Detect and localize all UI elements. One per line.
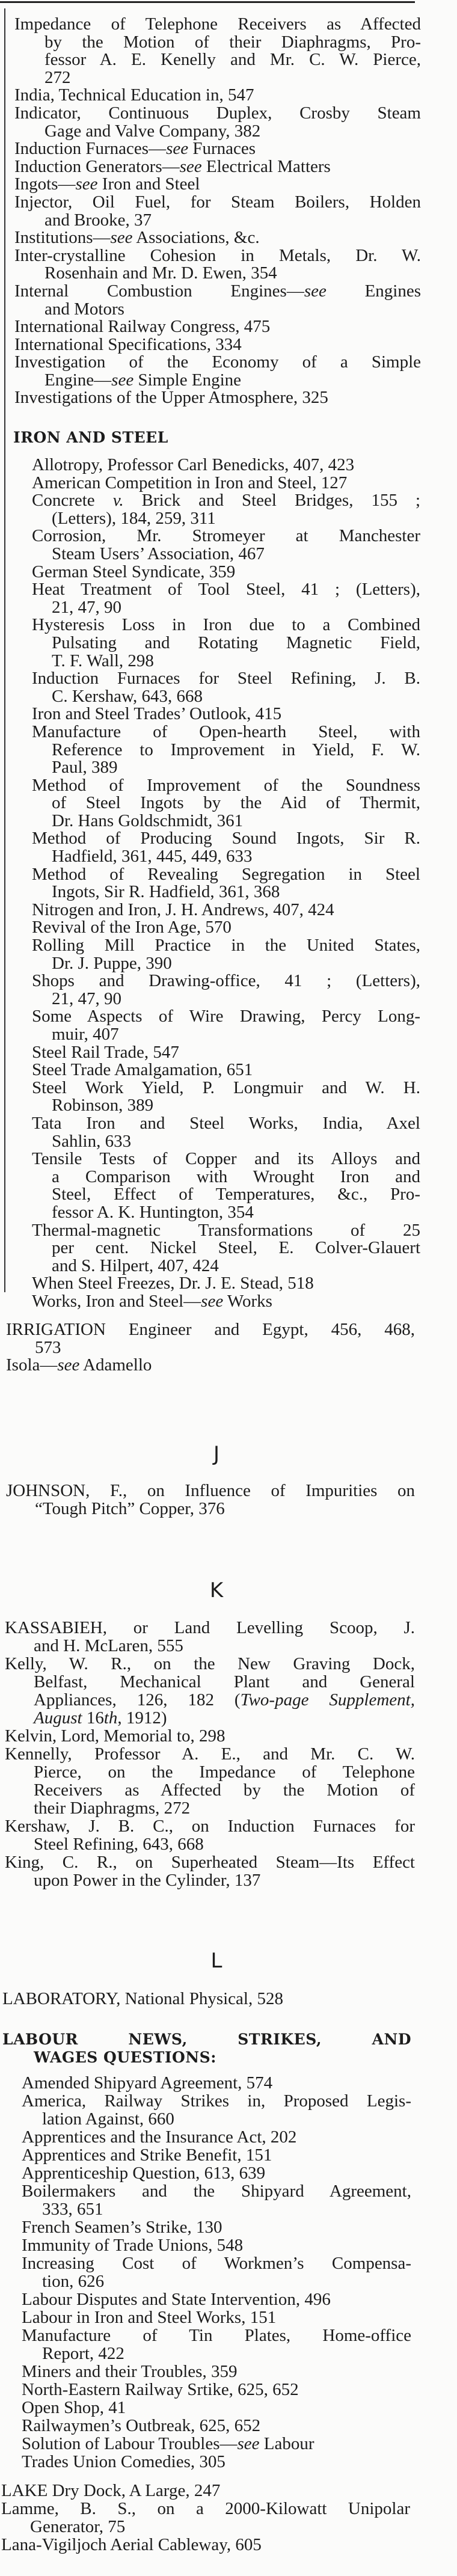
entry-line: Generator, 75: [30, 2517, 126, 2536]
entry-text: Brick and Steel Bridges, 155 ;: [123, 491, 421, 511]
index-entry: [22, 2146, 411, 2164]
entry-line: America, Railway Strikes in, Proposed Legis-: [22, 2091, 411, 2111]
entry-line: LAKE Dry Dock, A Large, 247: [1, 2481, 221, 2500]
entry-line: Tata Iron and Steel Works, India, Axel: [32, 1113, 420, 1133]
index-entry: [22, 2254, 411, 2290]
entry-line: Lamme, B. S., on a 2000-Kilowatt Unipolar: [1, 2499, 410, 2518]
entry-line: and Motors: [44, 299, 124, 319]
index-entry: [14, 105, 421, 140]
entry-text: Labour: [259, 2434, 314, 2453]
index-entry: [32, 901, 420, 919]
section-heading-labour-line2: WAGES QUESTIONS:: [34, 2049, 216, 2066]
entry-line: 272: [44, 67, 71, 87]
index-entry: [22, 2092, 411, 2128]
entry-line: Labour Disputes and State Intervention, 496: [22, 2290, 331, 2309]
entry-line: North-Eastern Railway Srtike, 625, 652: [22, 2380, 299, 2399]
index-entry: [5, 1619, 415, 1655]
index-entry: [32, 492, 420, 527]
index-entry: [6, 1357, 415, 1375]
index-block-k: [5, 1619, 415, 1889]
entry-line: Pierce, on the Impedance of Telephone: [34, 1762, 415, 1782]
letter-heading-k: K: [209, 1578, 224, 1602]
entry-text: Internal Combustion Engines—: [14, 281, 304, 301]
entry-italic-text: see: [179, 156, 202, 176]
index-entry: [22, 2182, 411, 2218]
index-entry: [22, 2381, 411, 2399]
entry-line: German Steel Syndicate, 359: [32, 562, 236, 581]
entry-line: India, Technical Education in, 547: [14, 85, 254, 105]
index-entry: [22, 2363, 411, 2381]
entry-line: American Competition in Iron and Steel, 127: [32, 473, 348, 492]
entry-line: Heat Treatment of Tool Steel, 41 ; (Letters),: [32, 580, 420, 600]
entry-text: , 1912): [117, 1708, 167, 1728]
entry-line: Apprenticeship Question, 613, 639: [22, 2164, 266, 2183]
index-entry: [32, 1044, 420, 1062]
entry-line: Sahlin, 633: [52, 1131, 132, 1151]
entry-italic-text: th: [103, 1708, 118, 1728]
index-entry: [22, 2290, 411, 2308]
index-block-j: [6, 1482, 415, 1518]
entry-italic-text: see: [75, 174, 98, 194]
entry-line: Kelvin, Lord, Memorial to, 298: [5, 1726, 225, 1746]
index-entry: [14, 87, 421, 105]
entry-text: Simple Engine: [133, 370, 242, 390]
entry-line: of Steel Ingots by the Aid of Thermit,: [52, 793, 420, 813]
entry-line: 21, 47, 90: [52, 989, 121, 1008]
entry-line: Pulsating and Rotating Magnetic Field,: [52, 633, 420, 652]
entry-line: King, C. R., on Superheated Steam—Its Effect: [5, 1853, 415, 1872]
entry-line: [32, 1293, 420, 1311]
entry-line: Nitrogen and Iron, J. H. Andrews, 407, 424: [32, 900, 334, 919]
entry-text: Iron and Steel: [97, 174, 200, 194]
index-block-lake: [1, 2482, 410, 2554]
index-entry: [32, 1061, 420, 1079]
entry-line: Allotropy, Professor Carl Benedicks, 407, 423: [32, 455, 355, 474]
entry-line: Kennelly, Professor A. E., and Mr. C. W.: [5, 1744, 415, 1764]
index-entry: [6, 1321, 415, 1357]
entry-line: [14, 283, 421, 301]
index-entry: [1, 2482, 410, 2500]
entry-line: Induction Furnaces for Steel Refining, J. B.: [32, 669, 420, 688]
entry-line: Dr. J. Puppe, 390: [52, 953, 172, 973]
entry-italic-text: Two-page Supplement,: [240, 1690, 415, 1710]
entry-line: and H. McLaren, 555: [34, 1636, 183, 1655]
index-entry: [14, 176, 421, 194]
entry-line: upon Power in the Cylinder, 137: [34, 1871, 261, 1890]
index-entry: [32, 830, 420, 865]
entry-line: Open Shop, 41: [22, 2398, 126, 2417]
entry-line: Corrosion, Mr. Stromeyer at Manchester: [32, 526, 420, 546]
entry-line: Method of Improvement of the Soundness: [32, 775, 420, 795]
entry-line: When Steel Freezes, Dr. J. E. Stead, 518: [32, 1274, 314, 1293]
entry-line: Indicator, Continuous Duplex, Crosby Steam: [14, 103, 421, 123]
entry-line: fessor A. E. Kenelly and Mr. C. W. Pierce,: [44, 50, 421, 70]
column-rule: [4, 8, 5, 1292]
index-entry: [5, 1727, 415, 1745]
entry-line: [6, 1357, 415, 1375]
entry-line: KASSABIEH, or Land Levelling Scoop, J.: [5, 1618, 415, 1637]
index-entry: [14, 247, 421, 283]
index-entry: [32, 527, 420, 563]
entry-line: Steel Work Yield, P. Longmuir and W. H.: [32, 1078, 420, 1097]
index-entry: [32, 1115, 420, 1150]
entry-line: Receivers as Affected by the Motion of: [34, 1780, 415, 1800]
index-entry: [14, 140, 421, 158]
index-entry: [22, 2236, 411, 2254]
letter-heading-l: L: [210, 1949, 222, 1973]
entry-line: French Seamen’s Strike, 130: [22, 2218, 222, 2237]
index-entry: [5, 1655, 415, 1727]
index-entry: [1, 2500, 410, 2536]
entry-line: Miners and their Troubles, 359: [22, 2362, 238, 2381]
entry-italic-text: v.: [112, 491, 124, 511]
entry-line: [14, 229, 421, 247]
index-entry: [5, 1853, 415, 1889]
index-entry: [32, 581, 420, 616]
entry-line: Kershaw, J. B. C., on Induction Furnaces for: [5, 1817, 415, 1836]
index-entry: [32, 1079, 420, 1115]
entry-text: Associations, &c.: [132, 228, 260, 248]
entry-italic-text: see: [237, 2434, 260, 2453]
index-entry: [22, 2326, 411, 2363]
index-entry: [22, 2417, 411, 2435]
index-entry: [14, 354, 421, 389]
entry-line: Some Aspects of Wire Drawing, Percy Long-: [32, 1007, 420, 1026]
entry-line: Manufacture of Open-hearth Steel, with: [32, 722, 420, 741]
entry-line: T. F. Wall, 298: [52, 651, 154, 670]
index-entry: [32, 474, 420, 492]
entry-italic-text: see: [111, 370, 134, 390]
section-heading-iron-and-steel: IRON AND STEEL: [13, 429, 168, 446]
entry-line: a Comparison with Wrought Iron and: [52, 1167, 420, 1186]
entry-line: Steam Users’ Association, 467: [52, 544, 265, 563]
index-entry: [32, 1150, 420, 1221]
entry-line: Kelly, W. R., on the New Graving Dock,: [5, 1654, 415, 1673]
index-block-irrigation: [6, 1321, 415, 1375]
index-entry: [32, 866, 420, 901]
entry-line: [14, 176, 421, 194]
entry-line: Reference to Improvement in Yield, F. W.: [52, 740, 420, 759]
section-heading-labour: [2, 2031, 411, 2067]
entry-line: Robinson, 389: [52, 1096, 154, 1115]
entry-line: [22, 2435, 411, 2453]
entry-line: “Tough Pitch” Copper, 376: [35, 1498, 225, 1518]
entry-line: Apprentices and the Insurance Act, 202: [22, 2127, 297, 2147]
index-entry: [22, 2074, 411, 2092]
index-block-laboratory: [2, 1990, 411, 2008]
entry-line: Tensile Tests of Copper and its Alloys and: [32, 1149, 420, 1169]
index-entry: [32, 1275, 420, 1293]
index-entry: [32, 723, 420, 777]
index-entry: [22, 2435, 411, 2453]
entry-line: Steel Refining, 643, 668: [34, 1835, 204, 1854]
section-heading-labour-line1: LABOUR NEWS, STRIKES, AND: [2, 2031, 411, 2048]
entry-line: Investigations of the Upper Atmosphere, 325: [14, 388, 328, 408]
entry-line: [32, 492, 420, 510]
entry-text: Adamello: [79, 1355, 152, 1375]
index-entry: [14, 389, 421, 407]
entry-text: Solution of Labour Troubles—: [22, 2434, 238, 2453]
entry-line: Method of Revealing Segregation in Steel: [32, 864, 420, 884]
entry-line: Labour in Iron and Steel Works, 151: [22, 2308, 277, 2327]
entry-text: Electrical Matters: [201, 156, 331, 176]
entry-line: and S. Hilpert, 407, 424: [52, 1256, 219, 1275]
index-entry: [14, 318, 421, 336]
entry-line: Paul, 389: [52, 758, 118, 777]
index-entry: [22, 2453, 411, 2471]
entry-line: International Railway Congress, 475: [14, 317, 271, 337]
index-entry: [14, 336, 421, 354]
index-entry: [22, 2399, 411, 2417]
entry-line: Steel Rail Trade, 547: [32, 1042, 179, 1062]
entry-italic-text: see: [201, 1291, 224, 1311]
entry-text: Appliances, 126, 182 (: [34, 1690, 241, 1710]
index-entry: [22, 2218, 411, 2236]
index-entry: [14, 229, 421, 247]
entry-line: Increasing Cost of Workmen’s Compensa-: [22, 2254, 411, 2273]
entry-italic-text: see: [166, 139, 189, 159]
entry-line: Apprentices and Strike Benefit, 151: [22, 2145, 272, 2165]
index-block-iron-and-steel: [32, 456, 420, 1311]
index-entry: [14, 16, 421, 87]
index-entry: [32, 919, 420, 937]
entry-text: Induction Furnaces—: [14, 139, 167, 159]
entry-text: Isola—: [6, 1355, 58, 1375]
entry-line: Injector, Oil Fuel, for Steam Boilers, Holden: [14, 192, 421, 212]
index-entry: [32, 705, 420, 723]
top-rule: [0, 1, 415, 3]
index-entry: [14, 194, 421, 229]
index-block-labour: [22, 2074, 411, 2471]
entry-line: by the Motion of their Diaphragms, Pro-: [44, 32, 421, 52]
entry-line: Gage and Valve Company, 382: [44, 121, 261, 141]
entry-italic-text: see: [57, 1355, 80, 1375]
entry-line: fessor A. K. Huntington, 354: [52, 1202, 254, 1222]
entry-text: Engines: [326, 281, 421, 301]
index-entry: [14, 158, 421, 176]
index-entry: [5, 1745, 415, 1817]
entry-italic-text: see: [110, 228, 133, 248]
entry-line: per cent. Nickel Steel, E. Colver-Glauert: [52, 1238, 420, 1258]
entry-line: JOHNSON, F., on Influence of Impurities on: [6, 1481, 415, 1500]
entry-line: [14, 158, 421, 176]
entry-line: their Diaphragms, 272: [34, 1799, 191, 1818]
index-entry: [32, 1293, 420, 1311]
entry-line: Revival of the Iron Age, 570: [32, 918, 232, 937]
entry-line: Lana-Vigiljoch Aerial Cableway, 605: [1, 2535, 262, 2554]
entry-line: Iron and Steel Trades’ Outlook, 415: [32, 704, 282, 724]
entry-line: LABORATORY, National Physical, 528: [2, 1989, 283, 2008]
entry-line: 21, 47, 90: [52, 597, 121, 617]
index-entry: [32, 1222, 420, 1275]
entry-line: tion, 626: [42, 2272, 105, 2291]
index-entry: [32, 456, 420, 474]
index-entry: [6, 1482, 415, 1518]
entry-line: Hadfield, 361, 445, 449, 633: [52, 847, 253, 866]
entry-text: 16: [82, 1708, 104, 1728]
index-entry: [32, 777, 420, 830]
entry-line: Amended Shipyard Agreement, 574: [22, 2073, 273, 2093]
letter-heading-j: J: [213, 1442, 220, 1466]
index-entry: [5, 1817, 415, 1853]
entry-line: Investigation of the Economy of a Simple: [14, 352, 421, 372]
entry-line: muir, 407: [52, 1025, 119, 1044]
entry-text: Engine—: [44, 370, 112, 390]
entry-line: Rosenhain and Mr. D. Ewen, 354: [44, 263, 277, 283]
entry-line: Boilermakers and the Shipyard Agreement,: [22, 2182, 411, 2201]
entry-italic-text: see: [304, 281, 327, 301]
index-entry: [32, 616, 420, 670]
index-entry: [32, 972, 420, 1008]
entry-line: Report, 422: [42, 2344, 124, 2363]
entry-text: Works, Iron and Steel—: [32, 1291, 201, 1311]
index-entry: [32, 1008, 420, 1043]
entry-line: 333, 651: [42, 2200, 103, 2219]
entry-line: Immunity of Trade Unions, 548: [22, 2236, 244, 2255]
entry-line: Steel Trade Amalgamation, 651: [32, 1060, 253, 1080]
index-entry: [32, 937, 420, 972]
entry-line: and Brooke, 37: [44, 210, 152, 230]
entry-line: Steel, Effect of Temperatures, &c., Pro-: [52, 1185, 420, 1204]
index-entry: [32, 563, 420, 581]
entry-line: Thermal-magnetic Transformations of 25: [32, 1220, 420, 1240]
entry-text: Furnaces: [188, 139, 256, 159]
index-entry: [22, 2308, 411, 2326]
entry-line: Impedance of Telephone Receivers as Affected: [14, 14, 421, 34]
index-entry: [14, 283, 421, 318]
entry-line: Railwaymen’s Outbreak, 625, 652: [22, 2416, 261, 2435]
entry-line: [5, 1691, 415, 1709]
entry-line: Method of Producing Sound Ingots, Sir R.: [32, 829, 420, 848]
entry-line: International Specifications, 334: [14, 334, 242, 354]
entry-line: [5, 1709, 415, 1727]
entry-text: Works: [223, 1291, 272, 1311]
entry-italic-text: August: [34, 1708, 82, 1728]
entry-line: Shops and Drawing-office, 41 ; (Letters),: [32, 971, 420, 991]
index-block-i: [14, 16, 421, 407]
entry-line: Dr. Hans Goldschmidt, 361: [52, 811, 244, 830]
entry-line: 573: [35, 1337, 61, 1357]
entry-line: Rolling Mill Practice in the United States,: [32, 936, 420, 955]
entry-line: Inter-crystalline Cohesion in Metals, Dr. W.: [14, 245, 421, 265]
index-entry: [22, 2128, 411, 2146]
entry-line: Belfast, Mechanical Plant and General: [34, 1672, 415, 1691]
index-entry: [22, 2164, 411, 2182]
entry-text: Ingots—: [14, 174, 76, 194]
index-entry: [2, 1990, 411, 2008]
entry-line: Hysteresis Loss in Iron due to a Combined: [32, 615, 420, 635]
entry-line: Ingots, Sir R. Hadfield, 361, 368: [52, 882, 280, 902]
entry-line: C. Kershaw, 643, 668: [52, 686, 203, 706]
entry-text: Induction Generators—: [14, 156, 180, 176]
entry-line: (Letters), 184, 259, 311: [52, 508, 216, 528]
index-entry: [32, 670, 420, 705]
entry-text: Institutions—: [14, 228, 111, 248]
entry-text: Concrete: [32, 491, 113, 511]
entry-line: [14, 140, 421, 158]
entry-line: Trades Union Comedies, 305: [22, 2452, 225, 2471]
index-entry: [1, 2536, 410, 2554]
entry-line: Manufacture of Tin Plates, Home-office: [22, 2326, 411, 2345]
entry-line: IRRIGATION Engineer and Egypt, 456, 468,: [6, 1320, 415, 1339]
entry-line: lation Against, 660: [42, 2109, 174, 2129]
entry-line: [14, 372, 421, 390]
